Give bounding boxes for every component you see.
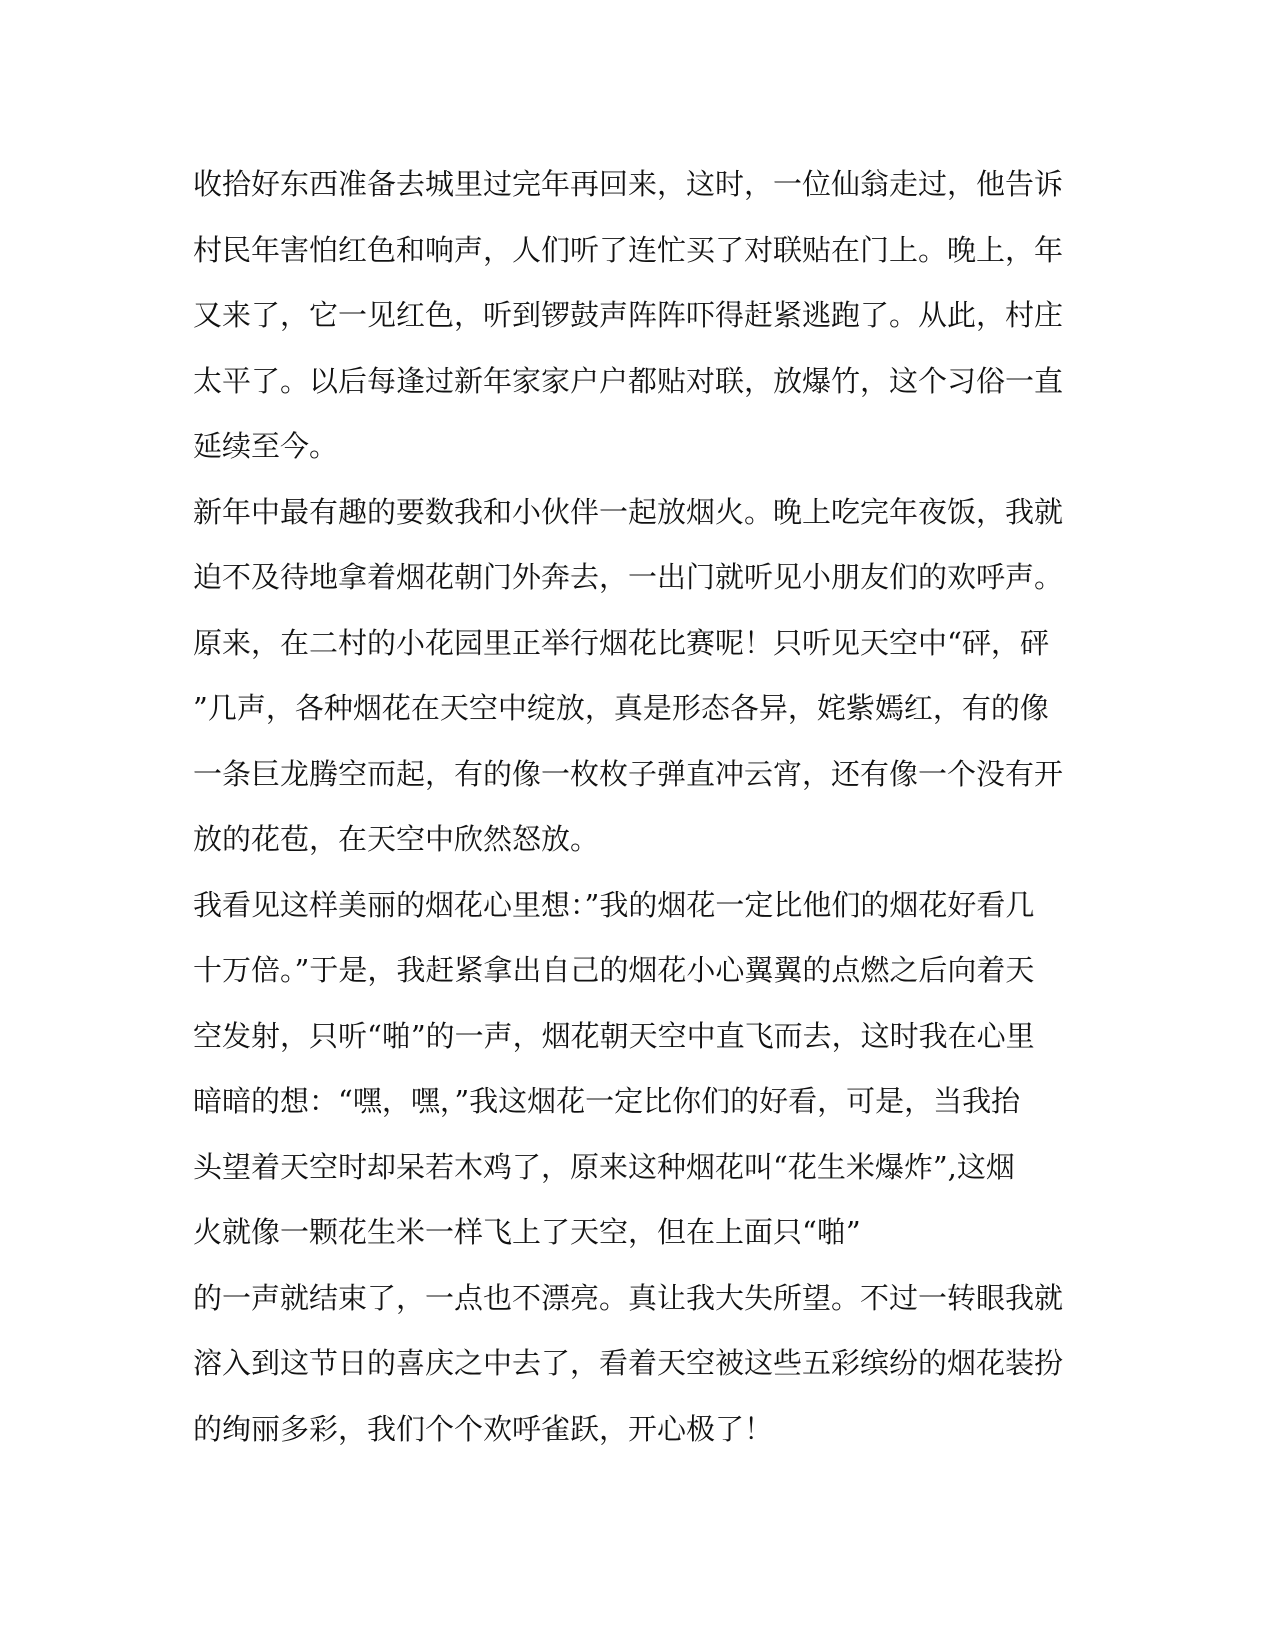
text-line: 村民年害怕红色和响声，人们听了连忙买了对联贴在门上。晚上，年 xyxy=(193,232,1064,267)
text-line: 空发射，只听“啪”的一声，烟花朝天空中直飞而去，这时我在心里 xyxy=(193,1018,1035,1053)
text-line: 的绚丽多彩，我们个个欢呼雀跃，开心极了！ xyxy=(193,1411,774,1446)
text-line: 的一声就结束了，一点也不漂亮。真让我大失所望。不过一转眼我就 xyxy=(193,1280,1064,1315)
text-line: ”几声，各种烟花在天空中绽放，真是形态各异，姹紫嫣红，有的像 xyxy=(193,691,1049,725)
text-line: 溶入到这节日的喜庆之中去了，看着天空被这些五彩缤纷的烟花装扮 xyxy=(193,1346,1064,1380)
text-line: 延续至今。 xyxy=(193,429,339,463)
text-line: 头望着天空时却呆若木鸡了，原来这种烟花叫“花生米爆炸”,这烟 xyxy=(193,1149,1015,1184)
text-line: 暗暗的想：“嘿，嘿，”我这烟花一定比你们的好看，可是，当我抬 xyxy=(193,1084,1021,1118)
text-line: 原来，在二村的小花园里正举行烟花比赛呢！只听见天空中“砰，砰 xyxy=(193,625,1049,660)
text-line: 十万倍。”于是，我赶紧拿出自己的烟花小心翼翼的点燃之后向着天 xyxy=(193,953,1035,987)
text-line: 一条巨龙腾空而起，有的像一枚枚子弹直冲云宵，还有像一个没有开 xyxy=(193,756,1064,791)
text-line: 迫不及待地拿着烟花朝门外奔去，一出门就听见小朋友们的欢呼声。 xyxy=(193,560,1064,594)
text-line: 我看见这样美丽的烟花心里想：”我的烟花一定比他们的烟花好看几 xyxy=(193,887,1035,922)
text-line: 放的花苞，在天空中欣然怒放。 xyxy=(193,822,600,856)
text-line: 新年中最有趣的要数我和小伙伴一起放烟火。晚上吃完年夜饭，我就 xyxy=(193,494,1064,529)
text-line: 太平了。以后每逢过新年家家户户都贴对联，放爆竹，这个习俗一直 xyxy=(193,363,1064,398)
body-text xyxy=(193,152,1073,1462)
text-line: 火就像一颗花生米一样飞上了天空，但在上面只“啪” xyxy=(193,1215,861,1249)
text-line: 收拾好东西准备去城里过完年再回来，这时，一位仙翁走过，他告诉 xyxy=(193,167,1064,201)
text-line: 又来了，它一见红色，听到锣鼓声阵阵吓得赶紧逃跑了。从此，村庄 xyxy=(193,298,1064,332)
